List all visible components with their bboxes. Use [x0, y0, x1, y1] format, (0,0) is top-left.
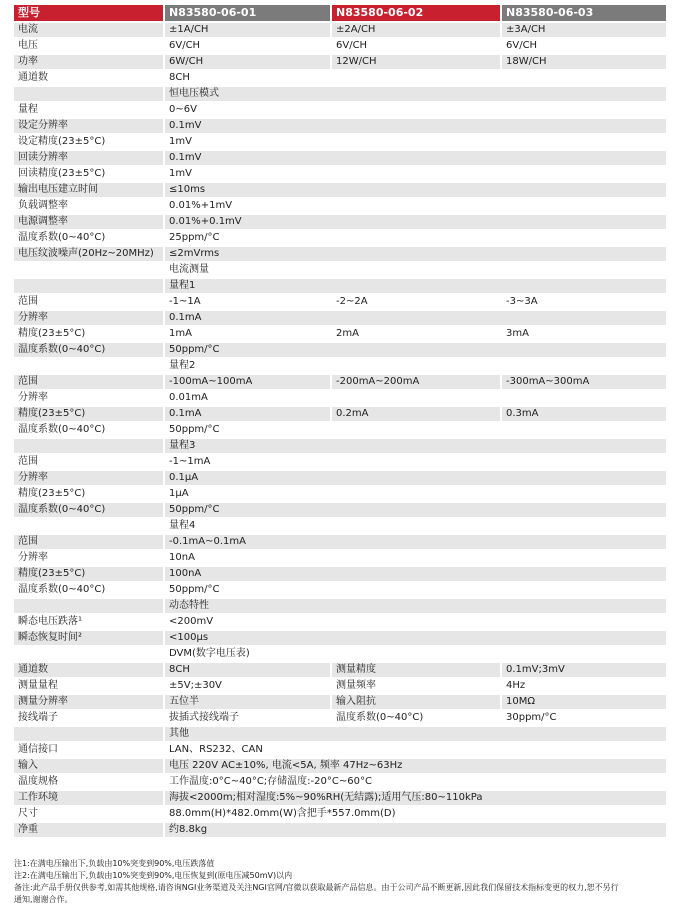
spec-row — [14, 70, 666, 86]
row-label: 电源调整率 — [14, 214, 163, 230]
spec-row — [14, 790, 666, 806]
row-label — [14, 86, 163, 102]
spec-row — [14, 422, 666, 438]
row-label: 分辨率 — [14, 470, 163, 486]
row-label: 范围 — [14, 374, 163, 390]
spec-row — [14, 102, 666, 118]
row-value: LAN、RS232、CAN — [163, 742, 666, 758]
row-value: 0.1mV — [163, 150, 666, 166]
value-model-1: 0.1mA — [163, 406, 330, 422]
dvm-value: ±5V;±30V — [163, 678, 330, 694]
row-value: 1μA — [163, 486, 666, 502]
row-label: 回读分辨率 — [14, 150, 163, 166]
row-value: 50ppm/°C — [163, 502, 666, 518]
row-label: 量程 — [14, 102, 163, 118]
spec-row — [14, 150, 666, 166]
dvm-value-2: 4Hz — [500, 678, 666, 694]
model-2: N83580-06-02 — [330, 4, 500, 22]
row-label: 精度(23±5°C) — [14, 406, 163, 422]
value-model-2: -200mA~200mA — [330, 374, 500, 390]
value-model-2: 12W/CH — [330, 54, 500, 70]
spec-row — [14, 566, 666, 582]
value-model-3: ±3A/CH — [500, 22, 666, 38]
row-label: 工作环境 — [14, 790, 163, 806]
spec-row — [14, 614, 666, 630]
row-value: 0~6V — [163, 102, 666, 118]
row-value: 8CH — [163, 70, 666, 86]
spec-row — [14, 134, 666, 150]
spec-row — [14, 86, 666, 102]
row-label: 输出电压建立时间 — [14, 182, 163, 198]
row-label — [14, 438, 163, 454]
row-label: 范围 — [14, 534, 163, 550]
row-value: 0.1mA — [163, 310, 666, 326]
spec-row — [14, 518, 666, 534]
row-value: 量程2 — [163, 358, 666, 374]
spec-row — [14, 294, 666, 310]
spec-row — [14, 182, 666, 198]
value-model-2: -2~2A — [330, 294, 500, 310]
value-model-2: 6V/CH — [330, 38, 500, 54]
row-value: 工作温度:0°C~40°C;存储温度:-20°C~60°C — [163, 774, 666, 790]
spec-row — [14, 630, 666, 646]
row-value: 1mV — [163, 134, 666, 150]
spec-row — [14, 438, 666, 454]
value-model-3: 0.3mA — [500, 406, 666, 422]
value-model-3: 6V/CH — [500, 38, 666, 54]
row-label — [14, 358, 163, 374]
spec-row — [14, 470, 666, 486]
row-label — [14, 278, 163, 294]
row-label: 温度系数(0~40°C) — [14, 342, 163, 358]
row-label: 净重 — [14, 822, 163, 838]
spec-row — [14, 230, 666, 246]
value-model-2: 0.2mA — [330, 406, 500, 422]
header-row — [14, 4, 666, 22]
spec-row — [14, 166, 666, 182]
row-value: 恒电压模式 — [163, 86, 666, 102]
spec-row — [14, 822, 666, 838]
spec-row — [14, 454, 666, 470]
row-label: 温度规格 — [14, 774, 163, 790]
spec-row — [14, 342, 666, 358]
spec-row — [14, 742, 666, 758]
spec-row — [14, 214, 666, 230]
value-model-1: -1~1A — [163, 294, 330, 310]
spec-row — [14, 582, 666, 598]
value-model-3: -3~3A — [500, 294, 666, 310]
row-value: 50ppm/°C — [163, 422, 666, 438]
model-1: N83580-06-01 — [163, 4, 330, 22]
row-label: 设定分辨率 — [14, 118, 163, 134]
row-value: 0.1μA — [163, 470, 666, 486]
spec-row — [14, 550, 666, 566]
dvm-value-2: 10MΩ — [500, 694, 666, 710]
spec-row — [14, 198, 666, 214]
value-model-1: 6V/CH — [163, 38, 330, 54]
spec-row — [14, 390, 666, 406]
row-label — [14, 518, 163, 534]
spec-row — [14, 38, 666, 54]
spec-row — [14, 758, 666, 774]
value-model-2: 2mA — [330, 326, 500, 342]
row-label: 瞬态电压跌落¹ — [14, 614, 163, 630]
row-label: 分辨率 — [14, 390, 163, 406]
spec-row — [14, 598, 666, 614]
dvm-value: 拔插式接线端子 — [163, 710, 330, 726]
row-value: 100nA — [163, 566, 666, 582]
row-value: 海拔<2000m;相对湿度:5%~90%RH(无结露);适用气压:80~110kPa — [163, 790, 666, 806]
remark: 备注:此产品手册仅供参考,如需其他规格,请咨询NGI业务渠道及关注NGI官网/官微以获取最新产品信息。由于公司产品不断更新,因此我们保留技术指标变更的权力,恕不另行 — [14, 883, 619, 892]
row-label: 设定精度(23±5°C) — [14, 134, 163, 150]
row-value: 量程3 — [163, 438, 666, 454]
spec-row — [14, 22, 666, 38]
row-label: 通道数 — [14, 70, 163, 86]
spec-row — [14, 646, 666, 662]
value-model-1: 6W/CH — [163, 54, 330, 70]
dvm-label-2: 测量频率 — [330, 678, 500, 694]
row-value: ≤10ms — [163, 182, 666, 198]
dvm-value: 8CH — [163, 662, 330, 678]
row-value: 1mV — [163, 166, 666, 182]
row-label: 回读精度(23±5°C) — [14, 166, 163, 182]
row-value: ≤2mVrms — [163, 246, 666, 262]
row-label: 通信接口 — [14, 742, 163, 758]
row-value: 电流测量 — [163, 262, 666, 278]
spec-row — [14, 262, 666, 278]
row-value: 50ppm/°C — [163, 342, 666, 358]
dvm-label: 测量分辨率 — [14, 694, 163, 710]
remark-cont: 通知,谢谢合作。 — [14, 895, 73, 904]
dvm-value-2: 0.1mV;3mV — [500, 662, 666, 678]
row-value: -0.1mA~0.1mA — [163, 534, 666, 550]
spec-row — [14, 374, 666, 390]
row-value: -1~1mA — [163, 454, 666, 470]
dvm-label: 测量量程 — [14, 678, 163, 694]
spec-row — [14, 486, 666, 502]
spec-row — [14, 326, 666, 342]
row-value: <200mV — [163, 614, 666, 630]
row-label: 精度(23±5°C) — [14, 486, 163, 502]
footnotes — [14, 858, 674, 906]
spec-row — [14, 678, 666, 694]
row-value: DVM(数字电压表) — [163, 646, 666, 662]
row-label — [14, 598, 163, 614]
spec-row — [14, 662, 666, 678]
value-model-3: 18W/CH — [500, 54, 666, 70]
row-value: 0.1mV — [163, 118, 666, 134]
dvm-label-2: 输入阻抗 — [330, 694, 500, 710]
row-label: 功率 — [14, 54, 163, 70]
row-label: 精度(23±5°C) — [14, 326, 163, 342]
row-label: 范围 — [14, 454, 163, 470]
row-label: 分辨率 — [14, 550, 163, 566]
dvm-value: 五位半 — [163, 694, 330, 710]
row-value: 其他 — [163, 726, 666, 742]
note-1: 注1:在满电压输出下,负载由10%突变到90%,电压跌落值 — [14, 859, 215, 868]
row-value: 25ppm/°C — [163, 230, 666, 246]
row-label: 温度系数(0~40°C) — [14, 502, 163, 518]
row-label: 温度系数(0~40°C) — [14, 422, 163, 438]
spec-row — [14, 246, 666, 262]
row-value: 动态特性 — [163, 598, 666, 614]
value-model-1: ±1A/CH — [163, 22, 330, 38]
dvm-label-2: 测量精度 — [330, 662, 500, 678]
row-value: 50ppm/°C — [163, 582, 666, 598]
row-value: <100μs — [163, 630, 666, 646]
row-label: 范围 — [14, 294, 163, 310]
dvm-label-2: 温度系数(0~40°C) — [330, 710, 500, 726]
row-label: 电压 — [14, 38, 163, 54]
value-model-3: -300mA~300mA — [500, 374, 666, 390]
dvm-value-2: 30ppm/°C — [500, 710, 666, 726]
row-value: 量程4 — [163, 518, 666, 534]
row-value: 0.01mA — [163, 390, 666, 406]
spec-row — [14, 806, 666, 822]
row-label: 输入 — [14, 758, 163, 774]
row-label — [14, 262, 163, 278]
row-label: 分辨率 — [14, 310, 163, 326]
spec-row — [14, 726, 666, 742]
dvm-label: 通道数 — [14, 662, 163, 678]
row-value: 0.01%+0.1mV — [163, 214, 666, 230]
row-value: 88.0mm(H)*482.0mm(W)含把手*557.0mm(D) — [163, 806, 666, 822]
spec-row — [14, 774, 666, 790]
row-label: 电流 — [14, 22, 163, 38]
value-model-1: -100mA~100mA — [163, 374, 330, 390]
row-value: 电压 220V AC±10%, 电流<5A, 频率 47Hz~63Hz — [163, 758, 666, 774]
row-label: 精度(23±5°C) — [14, 566, 163, 582]
row-value: 10nA — [163, 550, 666, 566]
row-value: 量程1 — [163, 278, 666, 294]
row-label: 电压纹波噪声(20Hz~20MHz) — [14, 246, 163, 262]
header-label: 型号 — [14, 4, 163, 22]
spec-row — [14, 118, 666, 134]
row-value: 0.01%+1mV — [163, 198, 666, 214]
spec-row — [14, 310, 666, 326]
row-label: 负载调整率 — [14, 198, 163, 214]
value-model-2: ±2A/CH — [330, 22, 500, 38]
spec-row — [14, 358, 666, 374]
row-label — [14, 726, 163, 742]
value-model-1: 1mA — [163, 326, 330, 342]
row-label: 温度系数(0~40°C) — [14, 230, 163, 246]
row-label: 瞬态恢复时间² — [14, 630, 163, 646]
row-label — [14, 646, 163, 662]
row-value: 约8.8kg — [163, 822, 666, 838]
spec-row — [14, 54, 666, 70]
spec-table — [14, 4, 666, 838]
spec-row — [14, 534, 666, 550]
spec-row — [14, 406, 666, 422]
spec-row — [14, 710, 666, 726]
spec-row — [14, 502, 666, 518]
row-label: 尺寸 — [14, 806, 163, 822]
note-2: 注2:在满电压输出下,负载由10%突变到90%,电压恢复到(原电压减50mV)以内 — [14, 871, 293, 880]
dvm-label: 接线端子 — [14, 710, 163, 726]
model-3: N83580-06-03 — [500, 4, 666, 22]
value-model-3: 3mA — [500, 326, 666, 342]
spec-row — [14, 278, 666, 294]
row-label: 温度系数(0~40°C) — [14, 582, 163, 598]
spec-row — [14, 694, 666, 710]
